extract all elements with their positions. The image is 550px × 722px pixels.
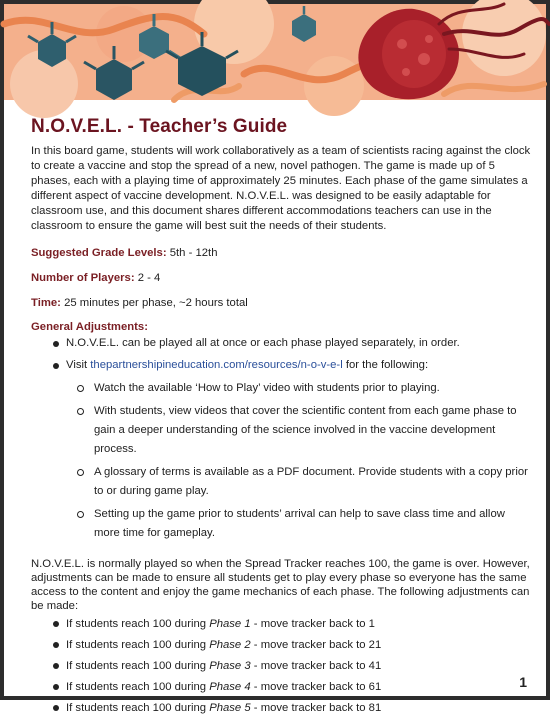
grade-levels-value: 5th - 12th (166, 246, 218, 259)
resources-link[interactable]: thepartnershipineducation.com/resources/n-o-v-e-l (90, 358, 343, 371)
resources-sublist (66, 379, 531, 543)
tracker-adjustments-list (31, 617, 531, 715)
item-text: If students reach 100 during (66, 659, 210, 672)
item-text: If students reach 100 during (66, 617, 210, 630)
list-item (31, 638, 531, 652)
header-banner-image (4, 4, 546, 100)
phase-name: Phase 5 (209, 701, 251, 714)
number-of-players (31, 271, 531, 285)
grade-levels (31, 246, 531, 260)
sub-list-item: Setting up the game prior to students’ arrival can help to save class time and allow more time for gameplay. (66, 505, 531, 543)
players-label: Number of Players: (31, 271, 135, 284)
item-text: If students reach 100 during (66, 701, 210, 714)
intro-paragraph: In this board game, students will work collaboratively as a team of scientists racing against the clock to create a vaccine and stop the spread of a new, novel pathogen. The game is made up of 5 phases, each with a playing time of approximately 25 minutes. Each phase of the game simulates a different aspect of vaccine development. N.O.V.E.L. was designed to be easily adaptable for classroom use, and this document shares different accommodations teachers can use in the classroom to ensure the game will best suit the needs of their students. (31, 145, 531, 233)
grade-levels-label: Suggested Grade Levels: (31, 246, 167, 259)
list-item-text: for the following: (342, 358, 429, 371)
item-text: - move tracker back to 41 (250, 659, 382, 672)
sub-list-item: Watch the available ‘How to Play’ video with students prior to playing. (66, 379, 531, 398)
item-text: - move tracker back to 21 (250, 638, 382, 651)
page-title: N.O.V.E.L. - Teacher’s Guide (31, 116, 288, 137)
sub-list-item: A glossary of terms is available as a PDF document. Provide students with a copy prior to or during game play. (66, 463, 531, 501)
phase-name: Phase 3 (209, 659, 251, 672)
general-adjustments-list (31, 336, 531, 543)
list-item (31, 659, 531, 673)
list-item (31, 617, 531, 631)
item-text: If students reach 100 during (66, 680, 210, 693)
list-item (31, 680, 531, 694)
phase-name: Phase 2 (209, 638, 251, 651)
item-text: If students reach 100 during (66, 638, 210, 651)
time-label: Time: (31, 296, 61, 309)
time-value: 25 minutes per phase, ~2 hours total (60, 296, 248, 309)
adjustments-paragraph: N.O.V.E.L. is normally played so when the Spread Tracker reaches 100, the game is over. However, adjustments can be made to ensure all students get to play every phase so everyone has the same access to the content and enjoy the game mechanics of each phase. The following adjustments can be made: (31, 557, 530, 612)
sub-list-item: With students, view videos that cover the scientific content from each game phase to gain a deeper understanding of the science involved in the vaccine development process. (66, 402, 531, 459)
list-item-text: Visit (66, 358, 91, 371)
list-item (31, 358, 531, 543)
banner-illustration (4, 4, 546, 100)
item-text: - move tracker back to 61 (250, 680, 382, 693)
page-number: 1 (519, 674, 527, 690)
item-text: - move tracker back to 81 (250, 701, 382, 714)
document-body (4, 100, 546, 722)
general-adjustments-heading: General Adjustments: (31, 320, 148, 333)
item-text: - move tracker back to 1 (250, 617, 375, 630)
phase-name: Phase 1 (209, 617, 251, 630)
play-time (31, 296, 531, 310)
list-item (31, 701, 531, 715)
list-item (31, 336, 531, 351)
players-value: 2 - 4 (134, 271, 161, 284)
list-item-text: N.O.V.E.L. can be played all at once or each phase played separately, in order. (66, 336, 460, 349)
phase-name: Phase 4 (209, 680, 251, 693)
